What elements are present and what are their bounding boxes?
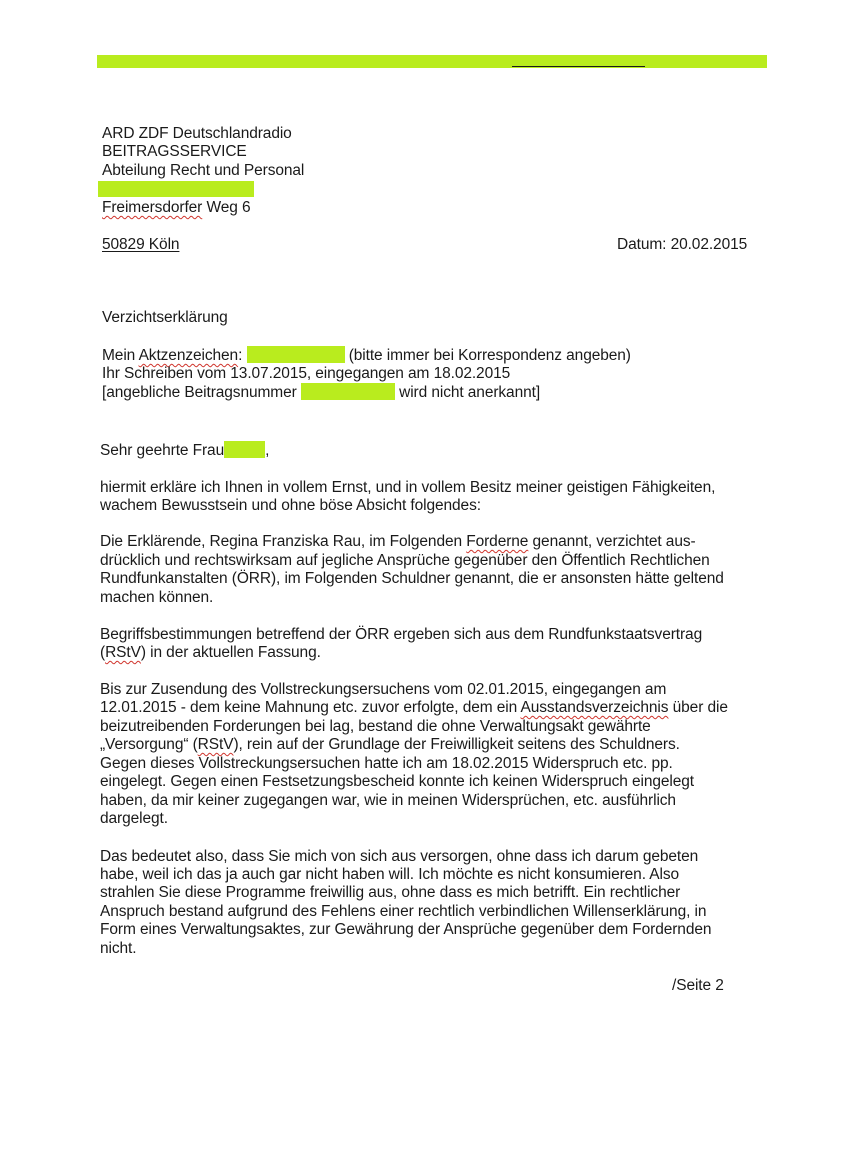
paragraph-5-line-2: habe, weil ich das ja auch gar nicht haben will. Ich möchte es nicht konsumieren. Also — [100, 866, 680, 883]
ref1-prefix: Mein — [102, 347, 139, 364]
paragraph-5-line-1: Das bedeutet also, dass Sie mich von sich aus versorgen, ohne dass ich darum gebeten — [100, 848, 699, 865]
p4-l4-rstv: RStV — [197, 736, 234, 753]
recipient-city: 50829 Köln — [102, 236, 180, 253]
letter-subject: Verzichtserklärung — [102, 309, 228, 326]
paragraph-4-line-8: dargelegt. — [100, 810, 168, 827]
paragraph-2-line-3: Rundfunkanstalten (ÖRR), im Folgenden Schuldner genannt, die er ansonsten hätte geltend — [100, 570, 724, 587]
paragraph-4-line-3: beizutreibenden Forderungen bei lag, bestand die ohne Verwaltungsakt gewährte — [100, 718, 651, 735]
reference-line-1 — [102, 346, 631, 365]
paragraph-2-line-2: drücklich und rechtswirksam auf jegliche Ansprüche gegenüber den Öffentlich Rechtlichen — [100, 552, 710, 569]
street-number: Weg 6 — [202, 199, 251, 216]
p3-rstv: RStV — [105, 644, 141, 661]
paragraph-1-line-1: hiermit erkläre ich Ihnen in vollem Ernst, und in vollem Besitz meiner geistigen Fähigkeiten, — [100, 479, 716, 496]
p2-l1-a: Die Erklärende, Regina Franziska Rau, im Folgenden — [100, 533, 467, 550]
letter-date: Datum: 20.02.2015 — [617, 236, 748, 253]
redacted-sender-line — [97, 55, 767, 68]
paragraph-5-line-4: Anspruch bestand aufgrund des Fehlens einer rechtlich verbindlichen Willenserklärung, in — [100, 903, 707, 920]
ref1-word: Aktzenzeichen — [138, 347, 239, 364]
redacted-reference-number — [247, 346, 345, 363]
recipient-line-2: BEITRAGSSERVICE — [102, 143, 247, 160]
recipient-line-1: ARD ZDF Deutschlandradio — [102, 125, 292, 142]
ref1-suffix: (bitte immer bei Korrespondenz angeben) — [344, 347, 631, 364]
paragraph-5-line-3: strahlen Sie diese Programme freiwillig aus, ohne dass es mich betrifft. Ein rechtlicher — [100, 884, 681, 901]
redacted-addressee — [224, 441, 265, 458]
paragraph-3-line-2 — [100, 644, 321, 662]
salutation-prefix: Sehr geehrte Frau — [100, 442, 225, 459]
p4-l4-a: „Versorgung“ ( — [100, 736, 198, 753]
p4-l4-c: ), rein auf der Grundlage der Freiwilligkeit seitens des Schuldners. — [233, 736, 680, 753]
paragraph-4-line-5: Gegen dieses Vollstreckungsersuchen hatte ich am 18.02.2015 Widerspruch etc. pp. — [100, 755, 673, 772]
reference-line-2: Ihr Schreiben vom 13.07.2015, eingegangen am 18.02.2015 — [102, 365, 511, 382]
page-continuation: /Seite 2 — [672, 977, 724, 994]
paragraph-5-line-6: nicht. — [100, 940, 137, 957]
p4-l2-c: über die — [668, 699, 728, 716]
p4-l2-misspelled: Ausstandsverzeichnis — [520, 699, 669, 716]
ref3-suffix: wird nicht anerkannt] — [394, 384, 541, 401]
redacted-recipient-name — [98, 181, 254, 197]
paragraph-4-line-7: haben, da mir keiner zugegangen war, wie in meinen Widersprüchen, etc. ausführlich — [100, 792, 676, 809]
redacted-link-underline — [512, 66, 645, 67]
p4-l2-a: 12.01.2015 - dem keine Mahnung etc. zuvor erfolgte, dem ein — [100, 699, 521, 716]
recipient-line-3: Abteilung Recht und Personal — [102, 162, 305, 179]
salutation-suffix: , — [265, 442, 270, 459]
paragraph-1-line-2: wachem Bewusstsein und ohne böse Absicht folgendes: — [100, 497, 481, 514]
p3-open-paren: ( — [100, 644, 106, 661]
p3-rest: ) in der aktuellen Fassung. — [140, 644, 321, 661]
paragraph-4-line-4 — [100, 736, 680, 754]
paragraph-2-line-4: machen können. — [100, 589, 214, 606]
paragraph-5-line-5: Form eines Verwaltungsaktes, zur Gewährung der Ansprüche gegenüber dem Fordernden — [100, 921, 712, 938]
paragraph-4-line-2 — [100, 699, 728, 717]
redacted-contribution-number — [301, 383, 395, 400]
salutation — [100, 441, 269, 460]
p2-l1-misspelled: Forderne — [466, 533, 529, 550]
paragraph-4-line-6: eingelegt. Gegen einen Festsetzungsbescheid konnte ich keinen Widerspruch eingelegt — [100, 773, 695, 790]
street-name-word: Freimersdorfer — [102, 199, 203, 216]
ref3-prefix: [angebliche Beitragsnummer — [102, 384, 301, 401]
paragraph-2-line-1 — [100, 533, 696, 551]
recipient-street — [102, 199, 250, 217]
paragraph-3-line-1: Begriffsbestimmungen betreffend der ÖRR ergeben sich aus dem Rundfunkstaatsvertrag — [100, 626, 703, 643]
reference-line-3 — [102, 383, 540, 402]
paragraph-4-line-1: Bis zur Zusendung des Vollstreckungsersuchens vom 02.01.2015, eingegangen am — [100, 681, 667, 698]
p2-l1-c: genannt, verzichtet aus- — [528, 533, 696, 550]
ref1-colon: : — [238, 347, 247, 364]
